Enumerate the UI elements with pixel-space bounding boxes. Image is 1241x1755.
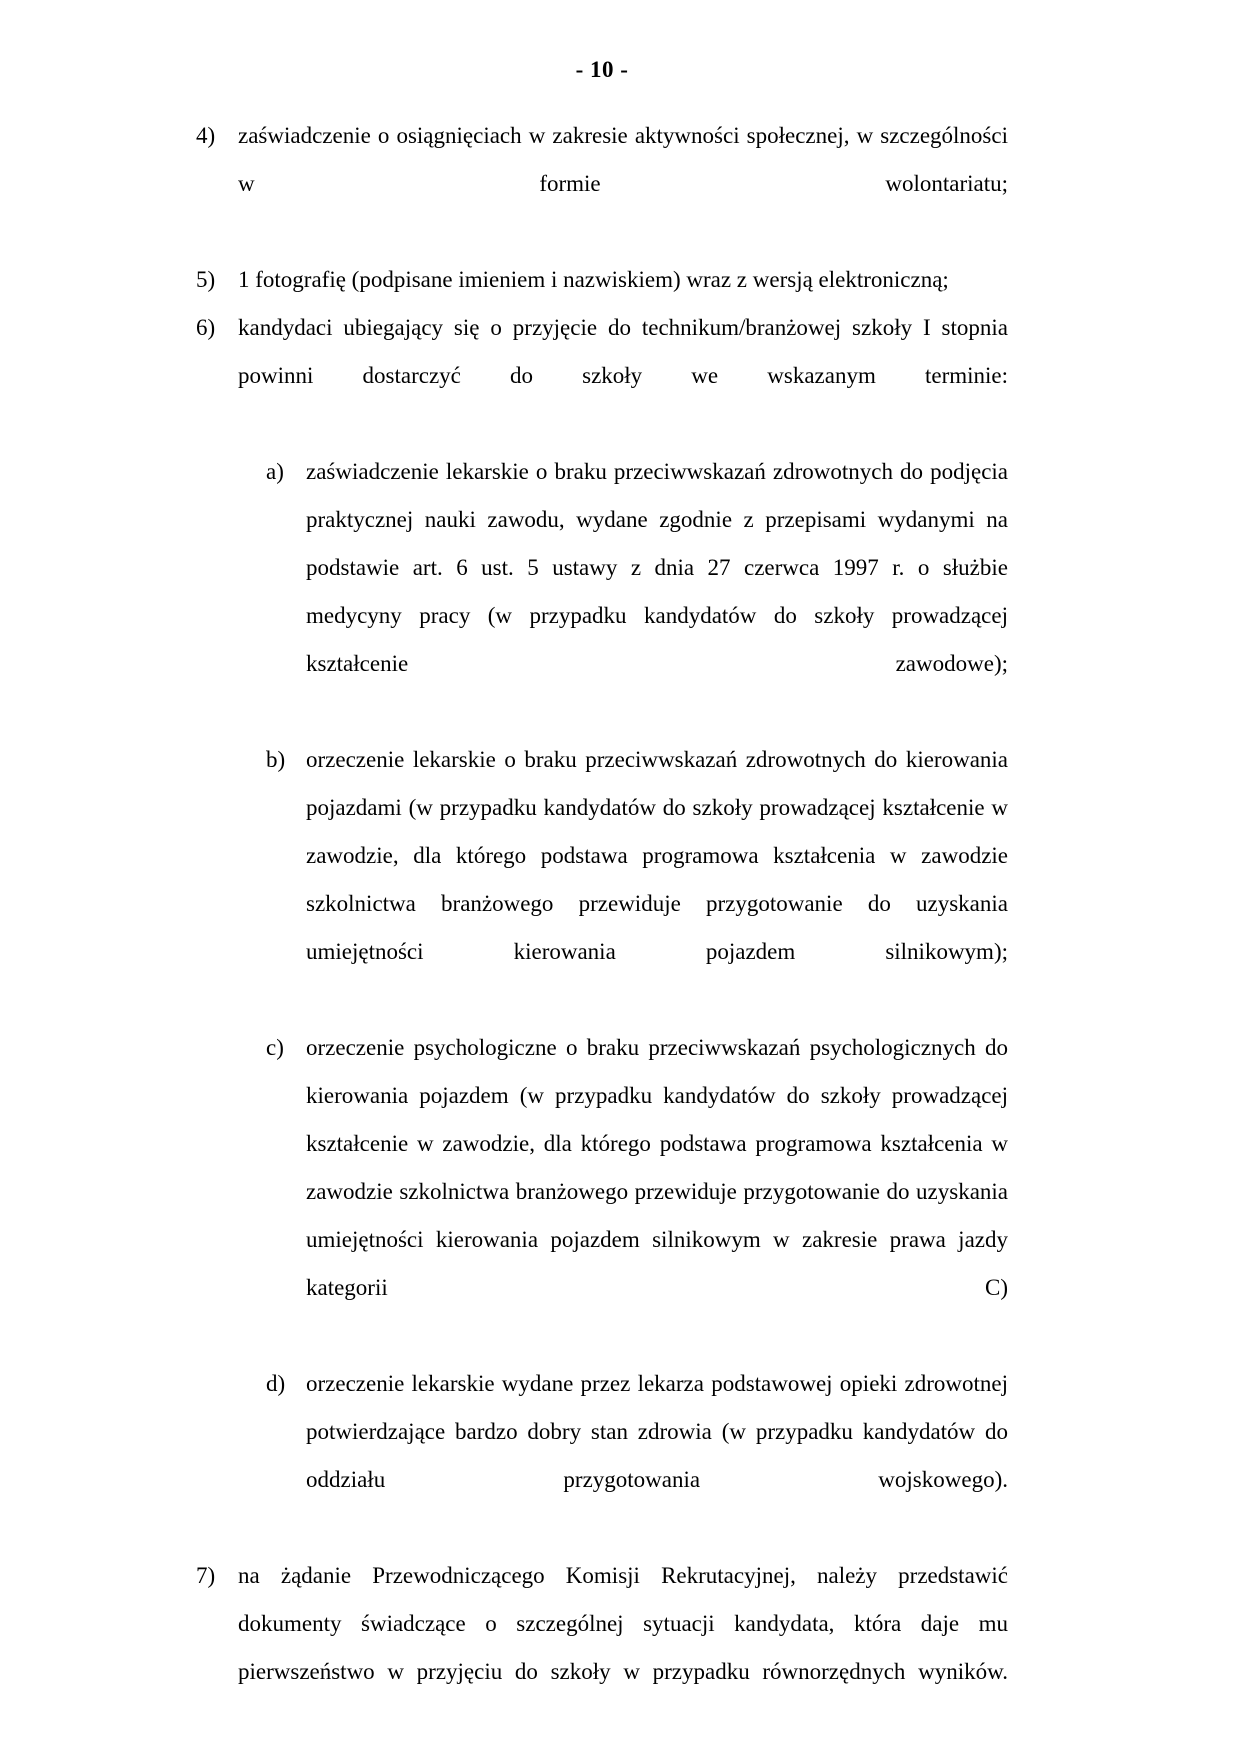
list-item-7-text: na żądanie Przewodniczącego Komisji Rekrutacyjnej, należy przedstawić dokumenty świadczące o szczególnej sytuacji kandydata, która daje mu pierwszeństwo w przyjęciu do szkoły w przypadku równorzędnych wyników.: [238, 1562, 1008, 1684]
list-marker-4: 4): [196, 122, 216, 148]
sub-list-marker-c: c): [266, 1034, 284, 1060]
sub-list-marker-d: d): [266, 1370, 286, 1396]
sub-list-item-d-text: orzeczenie lekarskie wydane przez lekarza podstawowej opieki zdrowotnej potwierdzające bardzo dobry stan zdrowia (w przypadku kandydatów do oddziału przygotowania wojskowego).: [306, 1370, 1008, 1492]
sub-list-item-c: [266, 1024, 1008, 1360]
list-item-6-text: kandydaci ubiegający się o przyjęcie do technikum/branżowej szkoły I stopnia powinni dostarczyć do szkoły we wskazanym terminie:: [238, 314, 1008, 388]
sub-list-item-a-text: zaświadczenie lekarskie o braku przeciwwskazań zdrowotnych do podjęcia praktycznej nauki zawodu, wydane zgodnie z przepisami wydanymi na podstawie art. 6 ust. 5 ustawy z dnia 27 czerwca 1997 r. o służbie medycyny pracy (w przypadku kandydatów do szkoły prowadzącej kształcenie zawodowe);: [306, 458, 1008, 676]
list-item-5-text: 1 fotografię (podpisane imieniem i nazwiskiem) wraz z wersją elektroniczną;: [238, 266, 949, 292]
sub-list-item-a: [266, 448, 1008, 736]
page-content: [196, 56, 1008, 1744]
list-item-4: [196, 112, 1008, 256]
sub-list-marker-b: b): [266, 746, 286, 772]
list-item-4-text: zaświadczenie o osiągnięciach w zakresie aktywności społecznej, w szczególności w formie wolontariatu;: [238, 122, 1008, 196]
list-item-6: [196, 304, 1008, 1552]
sub-list-item-b-text: orzeczenie lekarskie o braku przeciwwskazań zdrowotnych do kierowania pojazdami (w przypadku kandydatów do szkoły prowadzącej kształcenie w zawodzie, dla którego podstawa programowa kształcenia w zawodzie szkolnictwa branżowego przewiduje przygotowanie do uzyskania umiejętności kierowania pojazdem silnikowym);: [306, 746, 1008, 964]
list-marker-6: 6): [196, 314, 216, 340]
requirements-list: [196, 112, 1008, 1744]
list-item-5: [196, 256, 1008, 304]
list-marker-7: 7): [196, 1562, 216, 1588]
list-item-7: [196, 1552, 1008, 1744]
sub-list-item-c-text: orzeczenie psychologiczne o braku przeciwwskazań psychologicznych do kierowania pojazdem (w przypadku kandydatów do szkoły prowadzącej kształcenie w zawodzie, dla którego podstawa programowa kształcenia w zawodzie szkolnictwa branżowego przewiduje przygotowanie do uzyskania umiejętności kierowania pojazdem silnikowym w zakresie prawa jazdy kategorii C): [306, 1034, 1008, 1300]
sub-list-item-d: [266, 1360, 1008, 1552]
list-marker-5: 5): [196, 266, 216, 292]
page-number: - 10 -: [575, 57, 629, 82]
sub-list-item-b: [266, 736, 1008, 1024]
sub-list-marker-a: a): [266, 458, 284, 484]
sub-requirements-list: [238, 448, 1008, 1552]
